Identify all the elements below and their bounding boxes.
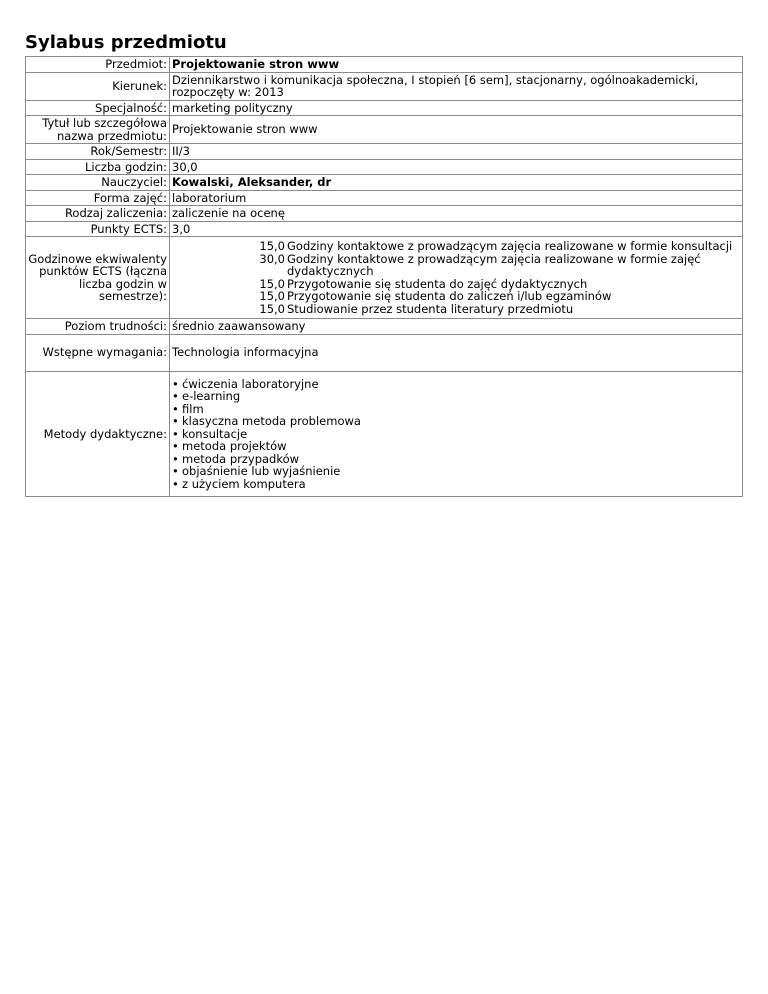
bullet-icon: •	[172, 439, 179, 453]
ects-hours-desc: Przygotowanie się studenta do zajęć dydaktycznych	[287, 276, 588, 291]
label-specjalnosc: Specjalność:	[26, 100, 170, 116]
bullet-icon: •	[172, 476, 179, 491]
label-metody: Metody dydaktyczne:	[26, 371, 170, 497]
list-item	[172, 440, 740, 453]
method-label: klasyczna metoda problemowa	[182, 414, 361, 428]
row-ekwiwalenty	[26, 237, 743, 319]
value-zaliczenie: zaliczenie na ocenę	[170, 206, 743, 222]
row-zaliczenie	[26, 206, 743, 222]
list-item	[172, 390, 740, 403]
ects-hours-row	[172, 303, 740, 316]
row-forma	[26, 190, 743, 206]
label-ekwiwalenty: Godzinowe ekwiwalenty punktów ECTS (łączna liczba godzin w semestrze):	[26, 237, 170, 319]
value-tytul: Projektowanie stron www	[170, 116, 743, 144]
method-label: z użyciem komputera	[182, 476, 306, 491]
label-poziom: Poziom trudności:	[26, 319, 170, 335]
method-label: film	[182, 401, 204, 416]
ects-hours-value: 15,0	[259, 289, 285, 303]
method-label: metoda projektów	[182, 439, 287, 453]
bullet-icon: •	[172, 464, 179, 478]
bullet-icon: •	[172, 389, 179, 403]
page-title: Sylabus przedmiotu	[25, 32, 227, 53]
bullet-icon: •	[172, 426, 179, 441]
label-ects: Punkty ECTS:	[26, 221, 170, 237]
ects-hours-row	[172, 290, 740, 303]
label-nauczyciel: Nauczyciel:	[26, 175, 170, 191]
method-label: ćwiczenia laboratoryjne	[182, 376, 319, 391]
bullet-icon: •	[172, 376, 179, 391]
value-specjalnosc: marketing polityczny	[170, 100, 743, 116]
label-przedmiot: Przedmiot:	[26, 57, 170, 73]
bullet-icon: •	[172, 401, 179, 416]
label-rok: Rok/Semestr:	[26, 144, 170, 160]
label-kierunek: Kierunek:	[26, 72, 170, 100]
value-kierunek: Dziennikarstwo i komunikacja społeczna, I stopień [6 sem], stacjonarny, ogólnoakademicki, rozpoczęty w: 2013	[170, 72, 743, 100]
method-label: konsultacje	[182, 426, 248, 441]
row-przedmiot	[26, 57, 743, 73]
value-nauczyciel: Kowalski, Aleksander, dr	[170, 175, 743, 191]
list-item	[172, 415, 740, 428]
ects-hours-desc: Przygotowanie się studenta do zaliczeń i/lub egzaminów	[287, 289, 612, 303]
ects-hours-desc: Studiowanie przez studenta literatury przedmiotu	[287, 301, 574, 316]
ects-hours-value: 15,0	[259, 239, 285, 253]
methods-list	[172, 378, 740, 491]
row-tytul	[26, 116, 743, 144]
bullet-icon: •	[172, 414, 179, 428]
value-ekwiwalenty	[170, 237, 743, 319]
list-item	[172, 378, 740, 391]
method-label: metoda przypadków	[182, 451, 300, 466]
row-wymagania	[26, 334, 743, 371]
ects-hours-row	[172, 253, 740, 278]
ects-hours-value: 15,0	[259, 301, 285, 316]
label-tytul: Tytuł lub szczegółowa nazwa przedmiotu:	[26, 116, 170, 144]
row-godziny	[26, 159, 743, 175]
row-nauczyciel	[26, 175, 743, 191]
row-kierunek	[26, 72, 743, 100]
ects-hours-value: 30,0	[259, 251, 285, 266]
value-rok: II/3	[170, 144, 743, 160]
value-ects: 3,0	[170, 221, 743, 237]
row-rok	[26, 144, 743, 160]
bullet-icon: •	[172, 451, 179, 466]
label-godziny: Liczba godzin:	[26, 159, 170, 175]
value-przedmiot: Projektowanie stron www	[170, 57, 743, 73]
value-poziom: średnio zaawansowany	[170, 319, 743, 335]
row-metody	[26, 371, 743, 497]
method-label: e-learning	[182, 389, 241, 403]
syllabus-table	[25, 56, 743, 497]
value-wymagania: Technologia informacyjna	[170, 334, 743, 371]
method-label: objaśnienie lub wyjaśnienie	[182, 464, 341, 478]
label-zaliczenie: Rodzaj zaliczenia:	[26, 206, 170, 222]
value-godziny: 30,0	[170, 159, 743, 175]
ects-hours-row	[172, 240, 740, 253]
list-item	[172, 478, 740, 491]
value-forma: laboratorium	[170, 190, 743, 206]
ects-hours-desc: Godziny kontaktowe z prowadzącym zajęcia realizowane w formie zajęć dydaktycznych	[287, 251, 701, 278]
ects-hours-value: 15,0	[259, 276, 285, 291]
label-forma: Forma zajęć:	[26, 190, 170, 206]
label-wymagania: Wstępne wymagania:	[26, 334, 170, 371]
value-metody	[170, 371, 743, 497]
row-ects	[26, 221, 743, 237]
row-poziom	[26, 319, 743, 335]
ects-hours-desc: Godziny kontaktowe z prowadzącym zajęcia realizowane w formie konsultacji	[287, 239, 733, 253]
ects-hours-table	[172, 240, 740, 315]
row-specjalnosc	[26, 100, 743, 116]
list-item	[172, 465, 740, 478]
